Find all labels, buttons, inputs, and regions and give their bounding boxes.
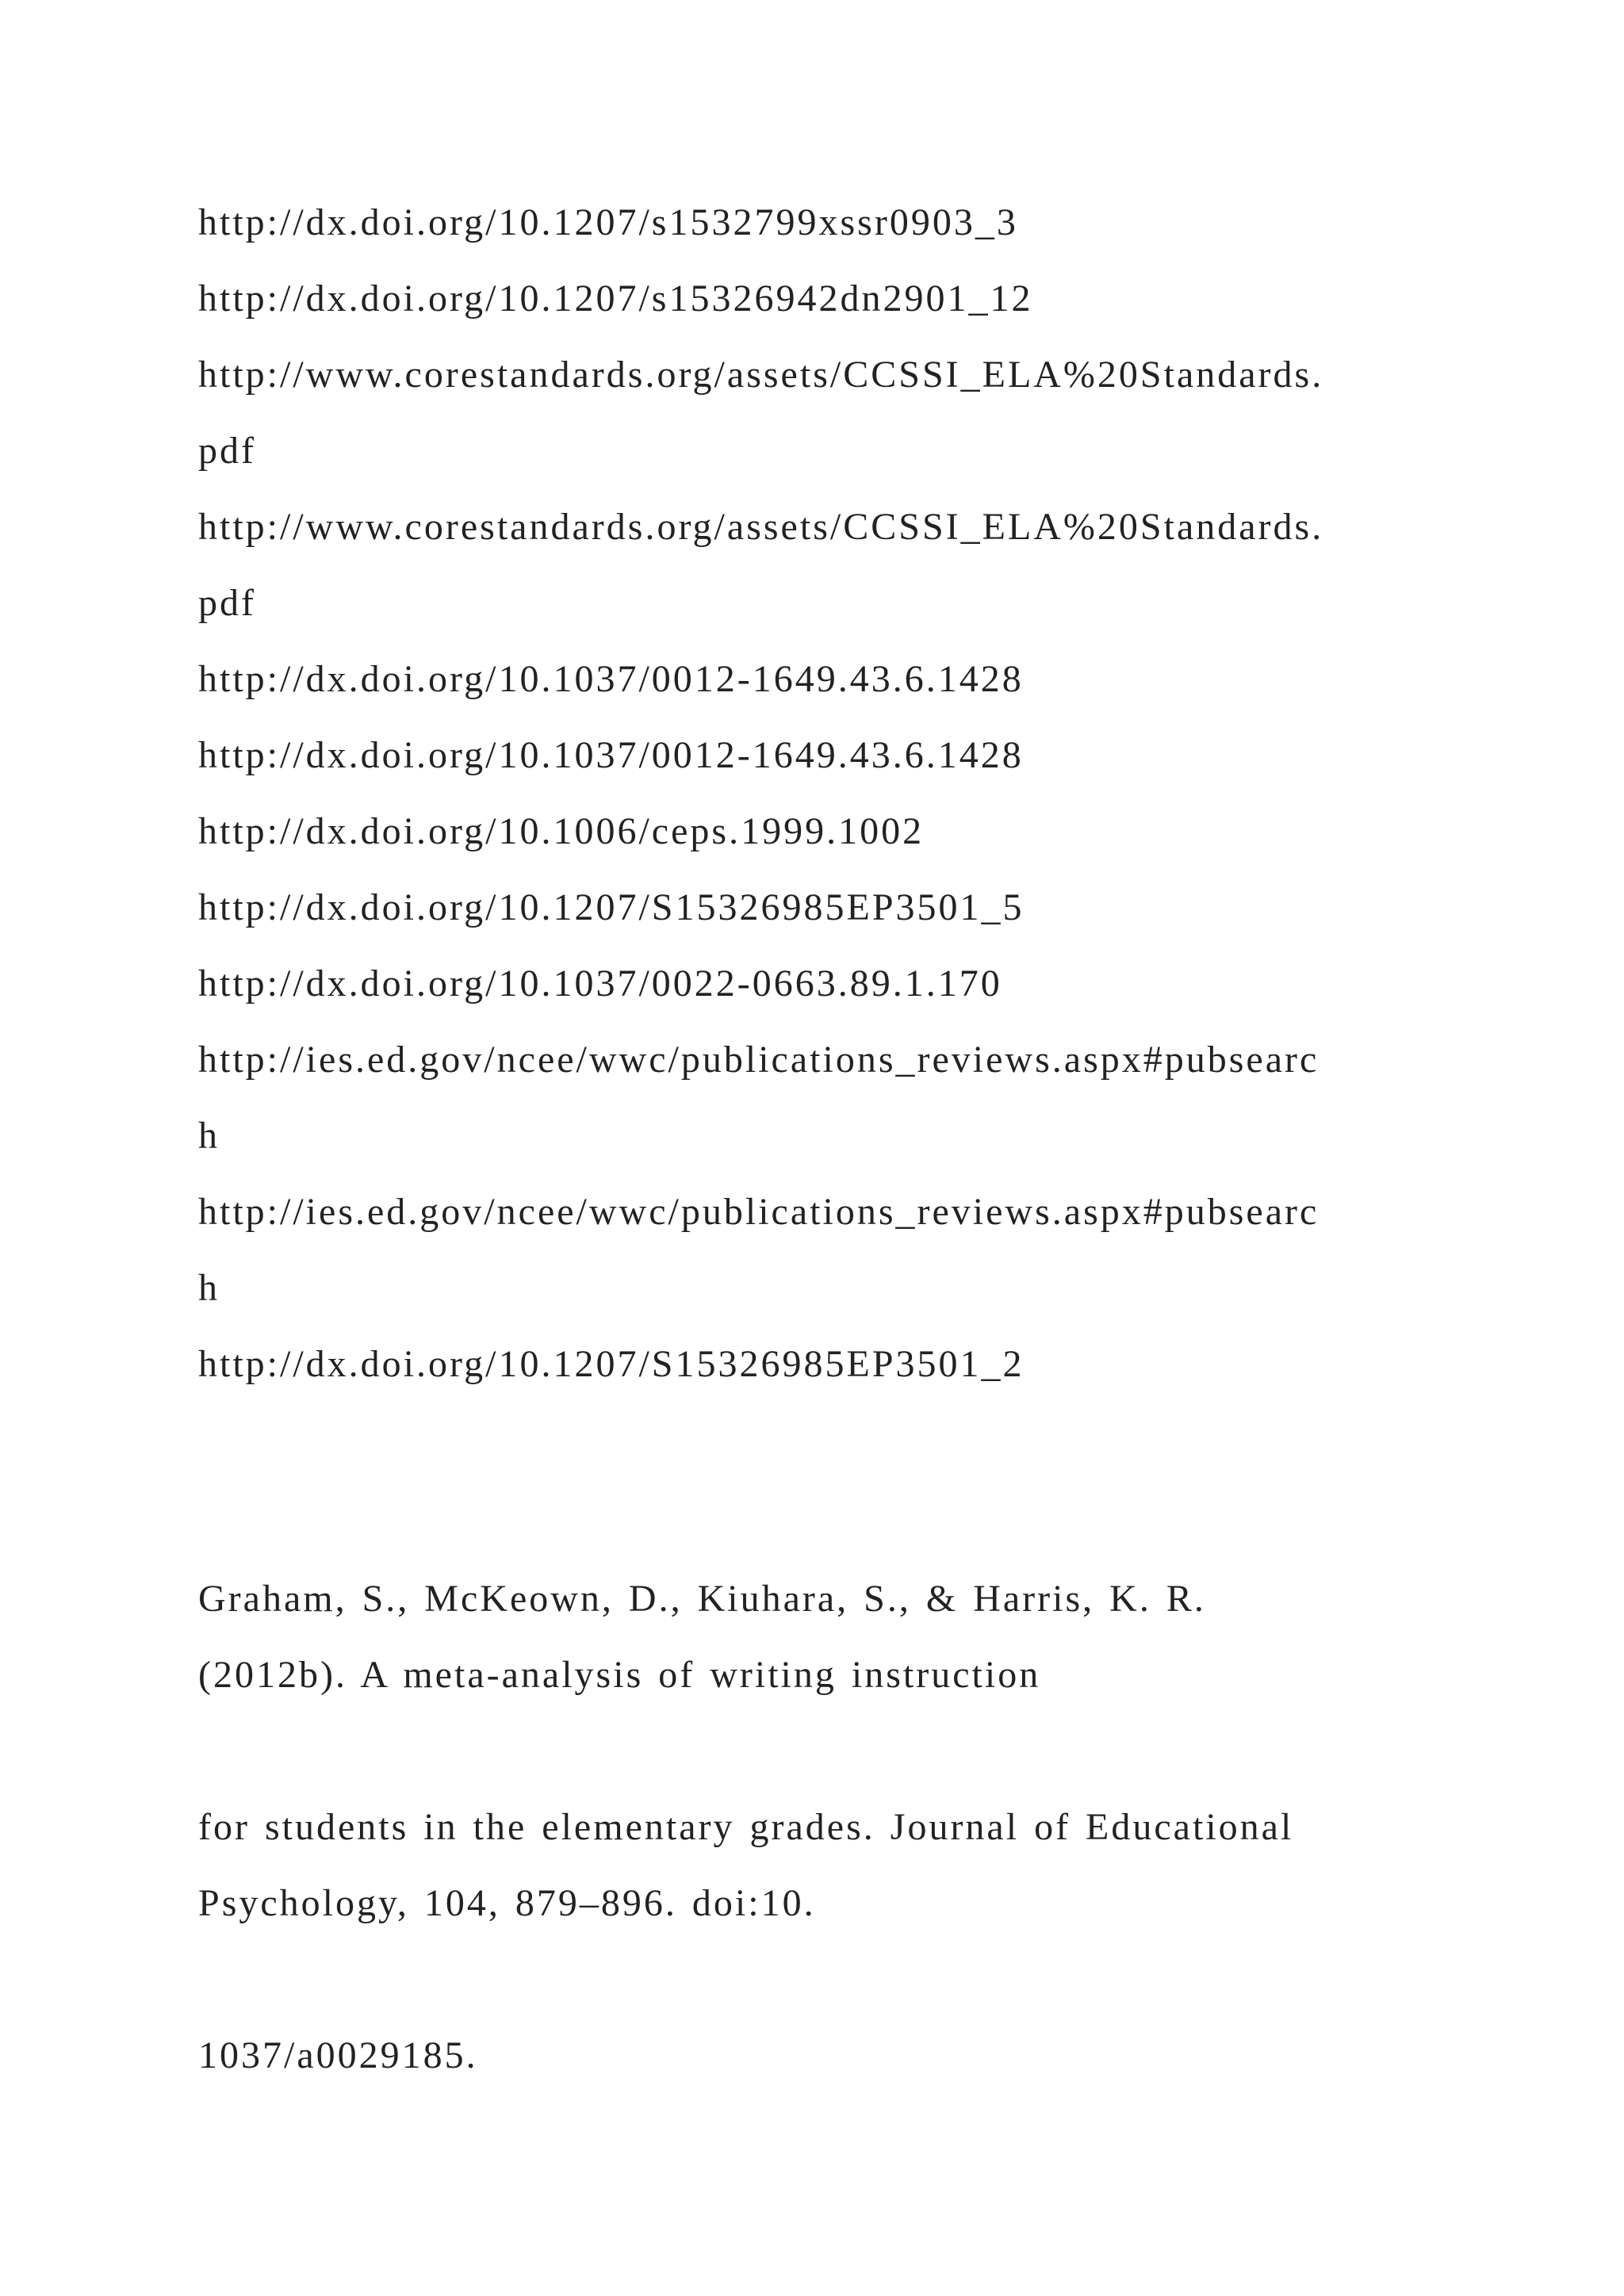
url-line: http://www.corestandards.org/assets/CCSSI_ELA%20Standards. xyxy=(198,506,1324,548)
url-line: http://dx.doi.org/10.1006/ceps.1999.1002 xyxy=(198,810,925,852)
reference-paragraph-1 xyxy=(198,1561,1562,1713)
url-line-continuation: h xyxy=(198,1267,220,1309)
reference-line: Graham, S., McKeown, D., Kiuhara, S., & Harris, K. R. xyxy=(198,1578,1206,1620)
url-line: http://www.corestandards.org/assets/CCSSI_ELA%20Standards. xyxy=(198,354,1324,396)
reference-line: Psychology, 104, 879–896. doi:10. xyxy=(198,1882,816,1924)
url-line-continuation: pdf xyxy=(198,430,256,472)
reference-line: for students in the elementary grades. Journal of Educational xyxy=(198,1806,1294,1848)
url-line: http://dx.doi.org/10.1207/s15326942dn2901_12 xyxy=(198,277,1033,320)
reference-paragraph-3 xyxy=(198,2018,1562,2094)
url-line-continuation: h xyxy=(198,1115,220,1157)
reference-line: (2012b). A meta-analysis of writing instruction xyxy=(198,1654,1041,1696)
url-list xyxy=(198,185,1562,1402)
url-line: http://dx.doi.org/10.1207/S15326985EP3501_2 xyxy=(198,1343,1025,1385)
url-line-continuation: pdf xyxy=(198,582,256,624)
reference-paragraph-2 xyxy=(198,1789,1562,1942)
url-line: http://dx.doi.org/10.1207/s1532799xssr0903_3 xyxy=(198,201,1018,243)
url-line: http://dx.doi.org/10.1207/S15326985EP3501_5 xyxy=(198,886,1025,928)
url-line: http://dx.doi.org/10.1037/0012-1649.43.6.1428 xyxy=(198,658,1024,700)
url-line: http://ies.ed.gov/ncee/wwc/publications_reviews.aspx#pubsearc xyxy=(198,1039,1320,1081)
reference-line: 1037/a0029185. xyxy=(198,2034,478,2076)
url-line: http://dx.doi.org/10.1037/0022-0663.89.1.170 xyxy=(198,962,1002,1004)
url-line: http://dx.doi.org/10.1037/0012-1649.43.6.1428 xyxy=(198,734,1024,776)
url-line: http://ies.ed.gov/ncee/wwc/publications_reviews.aspx#pubsearc xyxy=(198,1191,1320,1233)
